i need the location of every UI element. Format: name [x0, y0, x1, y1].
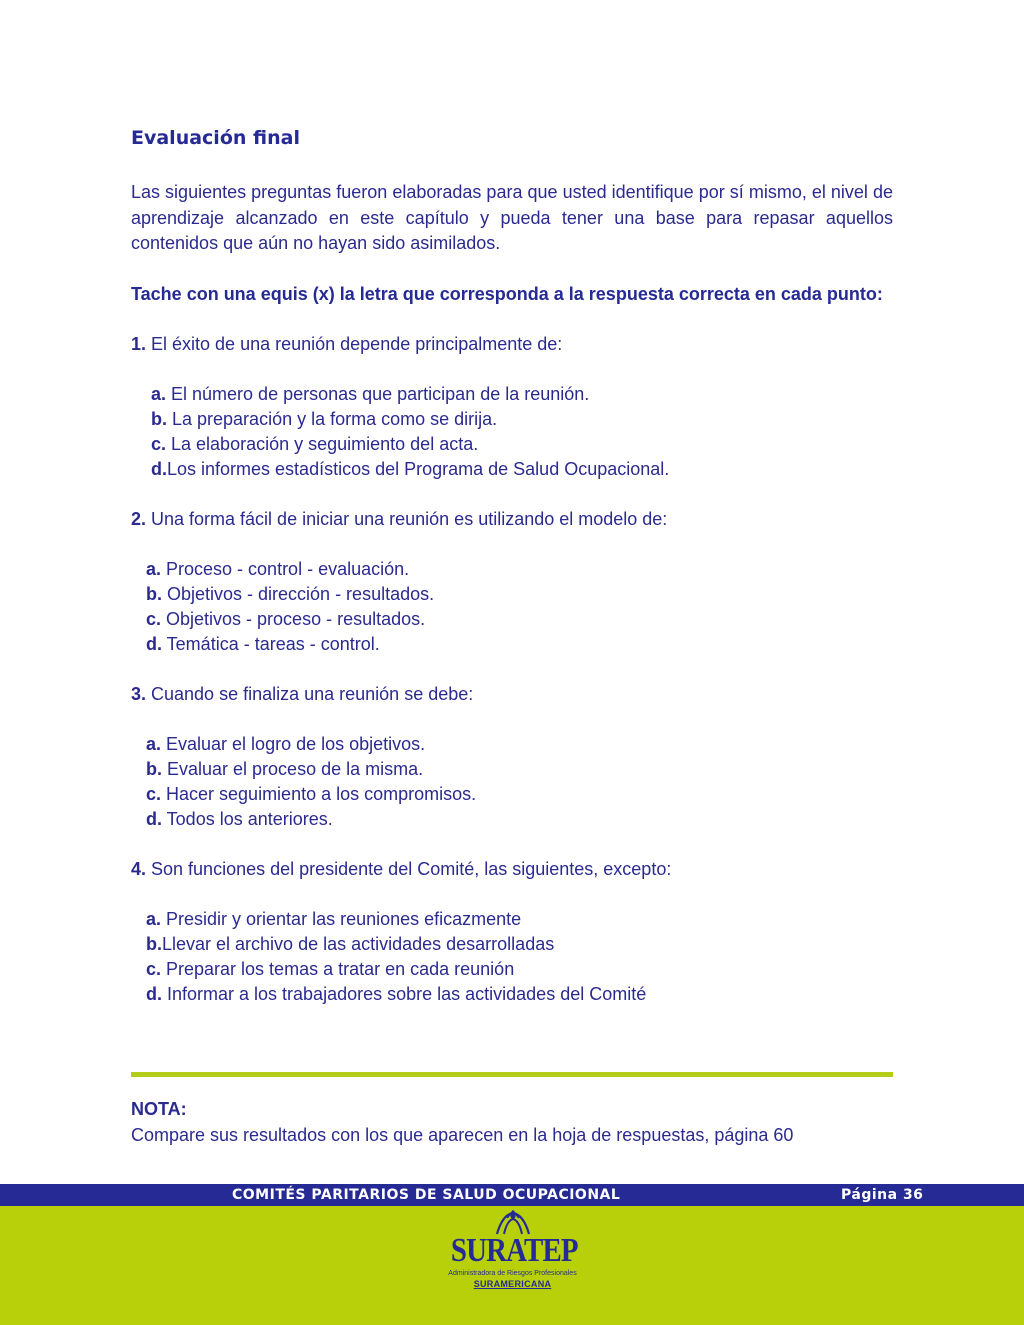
- option-a: [131, 382, 893, 407]
- option-d: [131, 457, 893, 482]
- option-c: [131, 432, 893, 457]
- question-text: Cuando se finaliza una reunión se debe:: [146, 683, 474, 704]
- option-letter: b.: [151, 408, 167, 429]
- option-text: Preparar los temas a tratar en cada reunión: [161, 958, 515, 979]
- option-text: Proceso - control - evaluación.: [161, 558, 410, 579]
- option-d: [131, 632, 893, 657]
- option-text: Informar a los trabajadores sobre las actividades del Comité: [162, 983, 647, 1004]
- options-list: [131, 907, 893, 1007]
- question-number: 3.: [131, 683, 147, 704]
- option-letter: a.: [146, 733, 162, 754]
- option-letter: d.: [151, 458, 167, 479]
- option-letter: b.: [146, 933, 162, 954]
- option-a: [131, 557, 893, 582]
- suratep-logo: [440, 1210, 585, 1302]
- footer-band: [0, 1184, 1024, 1206]
- question-text: Son funciones del presidente del Comité, las siguientes, excepto:: [146, 858, 672, 879]
- page-number: Página 36: [841, 1187, 924, 1203]
- note-block: [131, 1096, 931, 1148]
- option-letter: a.: [146, 558, 162, 579]
- option-a: [131, 907, 893, 932]
- option-letter: a.: [146, 908, 162, 929]
- option-text: Temática - tareas - control.: [162, 633, 380, 654]
- option-letter: b.: [146, 758, 162, 779]
- option-letter: c.: [146, 783, 162, 804]
- logo-name: SURATEP: [450, 1232, 578, 1269]
- question-number: 1.: [131, 333, 147, 354]
- option-b: [131, 757, 893, 782]
- intro-paragraph: Las siguientes preguntas fueron elaboradas para que usted identifique por sí mismo, el nivel de aprendizaje alcanzado en este capítulo y pueda tener una base para repasar aquellos contenidos que aún no hayan sido asimilados.: [131, 182, 893, 253]
- question-text: El éxito de una reunión depende principalmente de:: [146, 333, 563, 354]
- option-text: Evaluar el logro de los objetivos.: [161, 733, 426, 754]
- logo-brand: SURAMERICANA: [473, 1279, 552, 1289]
- option-text: Los informes estadísticos del Programa de Salud Ocupacional.: [167, 458, 670, 479]
- question-1: [131, 332, 893, 482]
- option-d: [131, 982, 893, 1007]
- option-b: [131, 932, 893, 957]
- question-4: [131, 857, 893, 1007]
- divider: [131, 1072, 893, 1077]
- option-c: [131, 782, 893, 807]
- option-text: Objetivos - dirección - resultados.: [162, 583, 435, 604]
- question-number: 2.: [131, 508, 147, 529]
- option-text: Todos los anteriores.: [162, 808, 333, 829]
- main-content: [131, 124, 893, 1032]
- option-a: [131, 732, 893, 757]
- note-label: NOTA:: [131, 1099, 187, 1119]
- option-letter: c.: [146, 608, 162, 629]
- option-text: El número de personas que participan de la reunión.: [166, 383, 590, 404]
- page-title: Evaluación final: [131, 127, 300, 149]
- footer-title: COMITÉS PARITARIOS DE SALUD OCUPACIONAL: [232, 1187, 621, 1203]
- option-letter: c.: [151, 433, 167, 454]
- option-letter: c.: [146, 958, 162, 979]
- option-text: Llevar el archivo de las actividades desarrolladas: [162, 933, 555, 954]
- option-text: Presidir y orientar las reuniones eficazmente: [161, 908, 522, 929]
- options-list: [131, 382, 893, 482]
- option-b: [131, 582, 893, 607]
- note-text: Compare sus resultados con los que aparecen en la hoja de respuestas, página 60: [131, 1125, 794, 1145]
- question-number: 4.: [131, 858, 147, 879]
- instruction-text: Tache con una equis (x) la letra que corresponda a la respuesta correcta en cada punto:: [131, 283, 883, 304]
- question-3: [131, 682, 893, 832]
- option-letter: d.: [146, 633, 162, 654]
- option-text: Objetivos - proceso - resultados.: [161, 608, 426, 629]
- option-text: Evaluar el proceso de la misma.: [162, 758, 424, 779]
- option-text: La elaboración y seguimiento del acta.: [166, 433, 479, 454]
- option-letter: d.: [146, 808, 162, 829]
- option-letter: d.: [146, 983, 162, 1004]
- option-letter: b.: [146, 583, 162, 604]
- options-list: [131, 557, 893, 657]
- option-letter: a.: [151, 383, 167, 404]
- option-text: Hacer seguimiento a los compromisos.: [161, 783, 477, 804]
- option-text: La preparación y la forma como se dirija.: [167, 408, 498, 429]
- logo-subtitle: Administradora de Riesgos Profesionales: [448, 1270, 577, 1277]
- option-b: [131, 407, 893, 432]
- question-text: Una forma fácil de iniciar una reunión es utilizando el modelo de:: [146, 508, 668, 529]
- option-d: [131, 807, 893, 832]
- option-c: [131, 957, 893, 982]
- options-list: [131, 732, 893, 832]
- option-c: [131, 607, 893, 632]
- question-2: [131, 507, 893, 657]
